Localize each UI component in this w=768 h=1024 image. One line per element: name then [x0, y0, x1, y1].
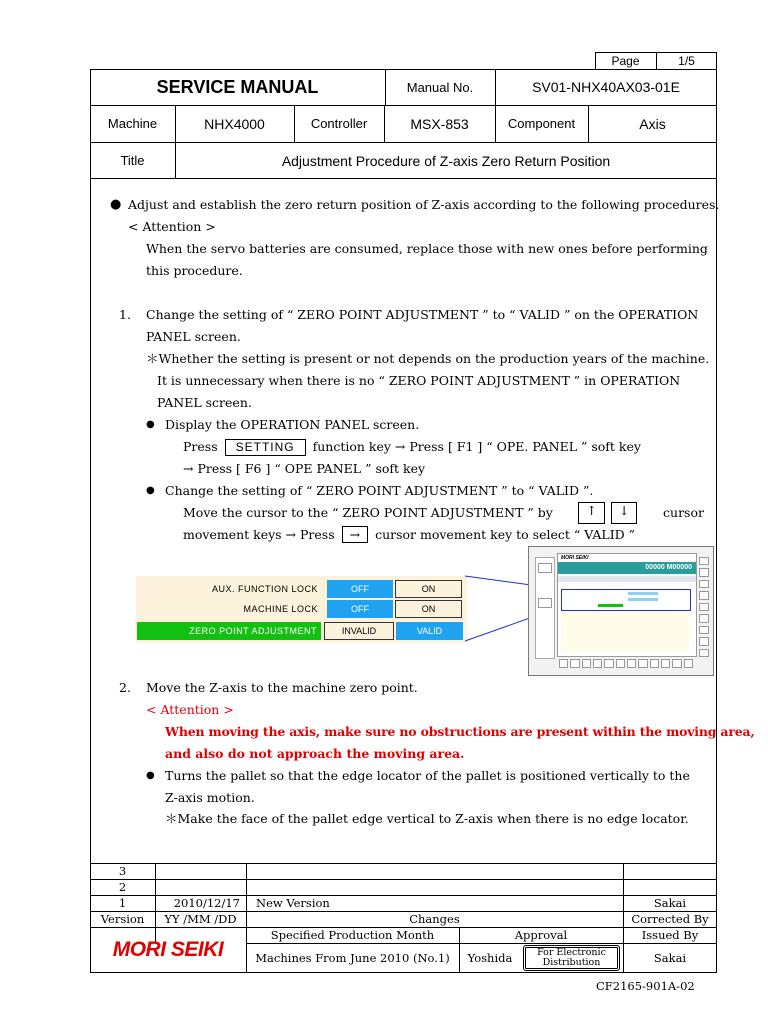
machine-value: NHX4000 [204, 115, 265, 132]
component-value: Axis [639, 115, 666, 132]
bullet2-text: Change the setting of “ ZERO POINT ADJUSTMENT ” to “ VALID ”. [165, 483, 594, 498]
down-key: ↓ [611, 502, 637, 524]
screen-right-keys [699, 557, 709, 657]
bullet-small-2: ● [146, 485, 155, 496]
spm-value: Machines From June 2010 (No.1) [255, 951, 450, 965]
softkey[interactable] [604, 659, 613, 668]
warning-line2: and also do not approach the moving area. [165, 746, 465, 761]
softkey[interactable] [559, 659, 568, 668]
move2-text-a: movement keys → Press [183, 527, 335, 542]
controller-label: Controller [310, 116, 368, 131]
step1-number: 1. [119, 307, 131, 322]
softkey[interactable] [672, 659, 681, 668]
note1-line2: It is unnecessary when there is no “ ZERO POINT ADJUSTMENT ” in OPERATION [157, 373, 681, 388]
side-key[interactable] [699, 626, 709, 634]
manual-no-value: SV01-NHX40AX03-01E [532, 79, 680, 95]
screen-brand: MORI SEIKI [561, 555, 589, 561]
note2: ＊Make the face of the pallet edge vertical to Z-axis when there is no edge locator. [165, 811, 689, 826]
screen-side-key-2 [538, 598, 552, 608]
rev-row1-date: 2010/12/17 [173, 896, 240, 910]
page-label: Page [611, 54, 640, 68]
softkey[interactable] [570, 659, 579, 668]
intro-text: Adjust and establish the zero return position of Z-axis according to the following procedures. [128, 197, 720, 212]
attention2-heading: < Attention > [146, 702, 234, 717]
side-key[interactable] [699, 557, 709, 565]
zero-point-valid[interactable]: VALID [396, 622, 463, 640]
electronic-distribution-stamp [523, 945, 620, 971]
step1-line1: Change the setting of “ ZERO POINT ADJUSTMENT ” to “ VALID ” on the OPERATION [146, 307, 699, 322]
mori-seiki-logo: MORI SEIKI [112, 938, 224, 961]
stamp-text: For Electronic Distribution [537, 947, 606, 968]
header-issued-by: Issued By [641, 928, 699, 942]
screen-softkey-bar [559, 659, 693, 668]
attention-text-1: When the servo batteries are consumed, replace those with new ones before performing [146, 241, 708, 256]
screen-display [557, 553, 697, 657]
machine-label: Machine [107, 116, 158, 131]
softkey[interactable] [627, 659, 636, 668]
screen-menu-strip [558, 576, 696, 582]
header-date: YY /MM /DD [164, 912, 237, 926]
controller-value: MSX-853 [410, 115, 469, 132]
rev-row3-no: 3 [118, 864, 127, 878]
zero-point-label: ZERO POINT ADJUSTMENT [137, 622, 321, 640]
aux-lock-on[interactable]: ON [395, 580, 462, 598]
attention-heading: < Attention > [128, 219, 216, 234]
bullet-small-3: ● [146, 770, 155, 781]
screen-highlight-box [561, 589, 691, 611]
manual-no-label: Manual No. [406, 79, 474, 95]
side-key[interactable] [699, 603, 709, 611]
screen-number: 00000 M00000 [645, 564, 692, 571]
screen-side-key-1 [538, 563, 552, 573]
bullet-small-1: ● [146, 419, 155, 430]
header-corrected-by: Corrected By [631, 912, 709, 926]
setting-key: SETTING [225, 439, 306, 456]
header-changes: Changes [409, 912, 460, 926]
up-key: ↑ [578, 502, 604, 524]
machine-lock-off[interactable]: OFF [327, 600, 393, 618]
side-key[interactable] [699, 637, 709, 645]
approval-value: Yoshida [467, 951, 513, 965]
machine-lock-label: MACHINE LOCK [243, 604, 318, 614]
component-label: Component [507, 116, 576, 131]
side-key[interactable] [699, 649, 709, 657]
screen-row-c [598, 604, 623, 607]
bullet3-line1: Turns the pallet so that the edge locator of the pallet is positioned vertically to the [165, 768, 690, 783]
machine-lock-on[interactable]: ON [395, 600, 462, 618]
aux-lock-label: AUX. FUNCTION LOCK [211, 584, 318, 594]
rev-row2-no: 2 [118, 880, 127, 894]
rev-row1-by: Sakai [653, 896, 687, 910]
zero-point-invalid[interactable]: INVALID [324, 622, 394, 640]
move-text-a: Move the cursor to the “ ZERO POINT ADJUSTMENT ” by [183, 505, 553, 520]
attention-text-2: this procedure. [146, 263, 243, 278]
step1-line2: PANEL screen. [146, 329, 241, 344]
softkey[interactable] [582, 659, 591, 668]
title-label: Title [120, 153, 145, 168]
note1-line1: ＊Whether the setting is present or not depends on the production years of the machine. [146, 351, 710, 366]
doc-title: SERVICE MANUAL [156, 76, 319, 97]
side-key[interactable] [699, 614, 709, 622]
bullet3-line2: Z-axis motion. [165, 790, 255, 805]
softkey[interactable] [593, 659, 602, 668]
move-text-b: cursor [663, 505, 704, 520]
screen-row-a [628, 592, 658, 595]
move2-text-b: cursor movement key to select “ VALID ” [375, 527, 636, 542]
softkey[interactable] [684, 659, 693, 668]
header-spm: Specified Production Month [270, 928, 435, 942]
screen-status-bar [558, 562, 696, 574]
rev-row1-no: 1 [118, 896, 127, 910]
page-value: 1/5 [678, 54, 695, 68]
issued-value: Sakai [653, 951, 687, 965]
press-label: Press [183, 439, 218, 454]
title-value: Adjustment Procedure of Z-axis Zero Return Position [281, 152, 611, 169]
side-key[interactable] [699, 580, 709, 588]
step2-number: 2. [119, 680, 131, 695]
header-version: Version [100, 912, 145, 926]
warning-line1: When moving the axis, make sure no obstructions are present within the moving area, [165, 724, 755, 739]
side-key[interactable] [699, 591, 709, 599]
screen-side-panel [535, 557, 555, 659]
bullet-dot: ● [110, 197, 122, 212]
softkey[interactable] [638, 659, 647, 668]
screen-row-b [628, 598, 658, 601]
form-number: CF2165-901A-02 [596, 979, 695, 993]
step2-line: Move the Z-axis to the machine zero point. [146, 680, 418, 695]
note1-line3: PANEL screen. [157, 395, 252, 410]
softkey[interactable] [650, 659, 659, 668]
softkey[interactable] [616, 659, 625, 668]
side-key[interactable] [699, 568, 709, 576]
header-approval: Approval [514, 928, 568, 942]
press-line1-rest: function key → Press [ F1 ] “ OPE. PANEL ” soft key [312, 439, 641, 454]
screen-list-area [561, 612, 689, 652]
bullet1-text: Display the OPERATION PANEL screen. [165, 417, 420, 432]
rev-row1-change: New Version [256, 896, 330, 910]
machine-screen-thumbnail [528, 546, 714, 676]
right-key: → [342, 526, 368, 543]
aux-lock-off[interactable]: OFF [327, 580, 393, 598]
softkey[interactable] [661, 659, 670, 668]
press-line2: → Press [ F6 ] “ OPE PANEL ” soft key [183, 461, 426, 476]
